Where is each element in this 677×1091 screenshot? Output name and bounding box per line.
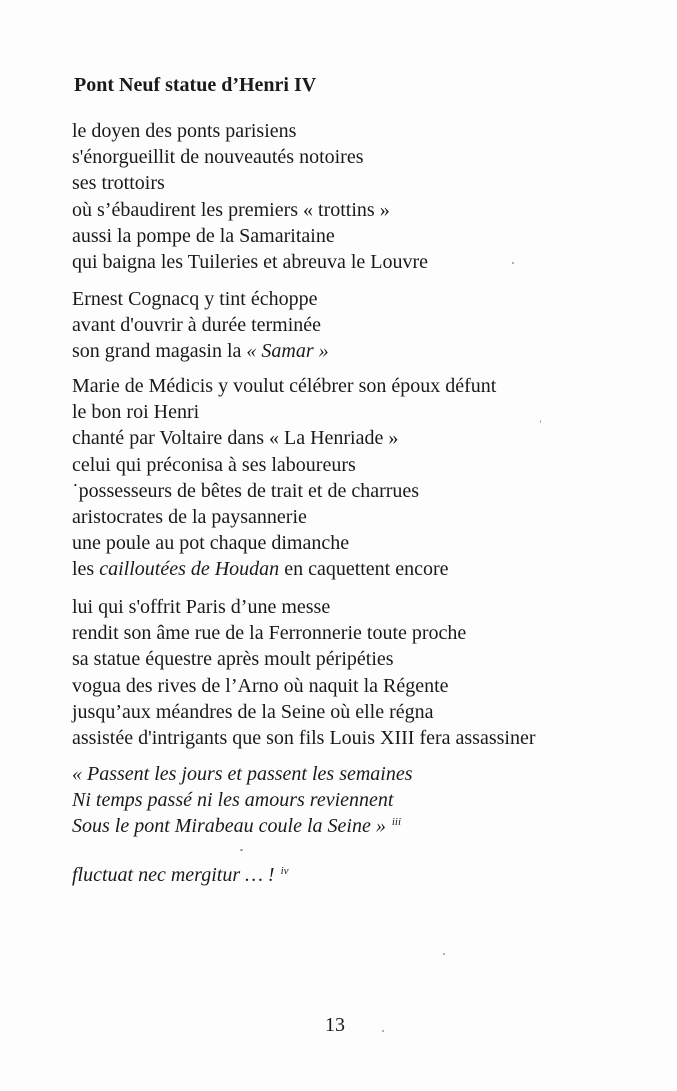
footnote-marker: iii: [391, 816, 401, 829]
poem-line: lui qui s'offrit Paris d’une messe: [72, 596, 331, 618]
quote-line: Ni temps passé ni les amours reviennent: [72, 789, 394, 812]
poem-line: ses trottoirs: [72, 172, 165, 195]
poem-line: Ernest Cognacq y tint échoppe: [72, 288, 318, 310]
stanza-4: [72, 594, 536, 751]
italic-text: cailloutées de Houdan: [99, 558, 280, 581]
poem-line: Marie de Médicis y voulut célébrer son époux défunt: [72, 375, 497, 397]
paper-speck: [540, 420, 541, 423]
poem-title: Pont Neuf statue d’Henri IV: [74, 74, 317, 96]
poem-line: rendit son âme rue de la Ferronnerie toute proche: [72, 622, 467, 645]
poem-line: sa statue équestre après moult péripéties: [72, 648, 394, 671]
poem-line: assistée d'intrigants que son fils Louis XIII fera assassiner: [72, 727, 536, 750]
stanza-1: [72, 118, 428, 275]
footnote-marker: iv: [280, 865, 289, 877]
quote-line: « Passent les jours et passent les semaines: [72, 763, 413, 785]
poem-line: [72, 556, 496, 582]
stanza-3: [72, 373, 496, 583]
poem-line: le doyen des ponts parisiens: [72, 120, 297, 142]
line-text: les: [72, 558, 100, 581]
apollinaire-quote: [72, 761, 413, 840]
closing-motto: [72, 862, 289, 888]
poem-line: jusqu’aux méandres de la Seine où elle régna: [72, 700, 434, 723]
poem-line: aristocrates de la paysannerie: [72, 506, 307, 529]
poem-line: chanté par Voltaire dans « La Henriade »: [72, 427, 399, 450]
quote-line: [72, 813, 413, 839]
paper-speck: [512, 262, 514, 264]
italic-text: « Samar »: [246, 340, 329, 363]
poem-line: celui qui préconisa à ses laboureurs: [72, 453, 356, 476]
poem-line: une poule au pot chaque dimanche: [72, 532, 350, 555]
poem-line: avant d'ouvrir à durée terminée: [72, 314, 322, 337]
poem-line: s'énorgueillit de nouveautés notoires: [72, 146, 364, 169]
paper-speck: [240, 849, 243, 851]
paper-speck: [382, 1030, 384, 1032]
line-text: son grand magasin la: [72, 340, 247, 363]
poem-line: aussi la pompe de la Samaritaine: [72, 224, 335, 247]
stanza-2: [72, 286, 329, 365]
poem-line: où s’ébaudirent les premiers « trottins »: [72, 198, 390, 221]
paper-speck: [443, 953, 445, 955]
line-text: Sous le pont Mirabeau coule la Seine »: [72, 815, 386, 838]
poem-line: le bon roi Henri: [72, 401, 200, 424]
page-number: 13: [325, 1014, 345, 1036]
line-text: en caquettent encore: [279, 558, 449, 581]
poem-line: vogua des rives de l’Arno où naquit la Régente: [72, 674, 449, 697]
line-text: fluctuat nec mergitur … !: [72, 864, 275, 886]
poem-line: qui baigna les Tuileries et abreuva le Louvre: [72, 251, 429, 274]
motto-line: [72, 862, 289, 888]
poem-line: ˙possesseurs de bêtes de trait et de charrues: [72, 479, 420, 502]
poem-line: [72, 338, 329, 364]
